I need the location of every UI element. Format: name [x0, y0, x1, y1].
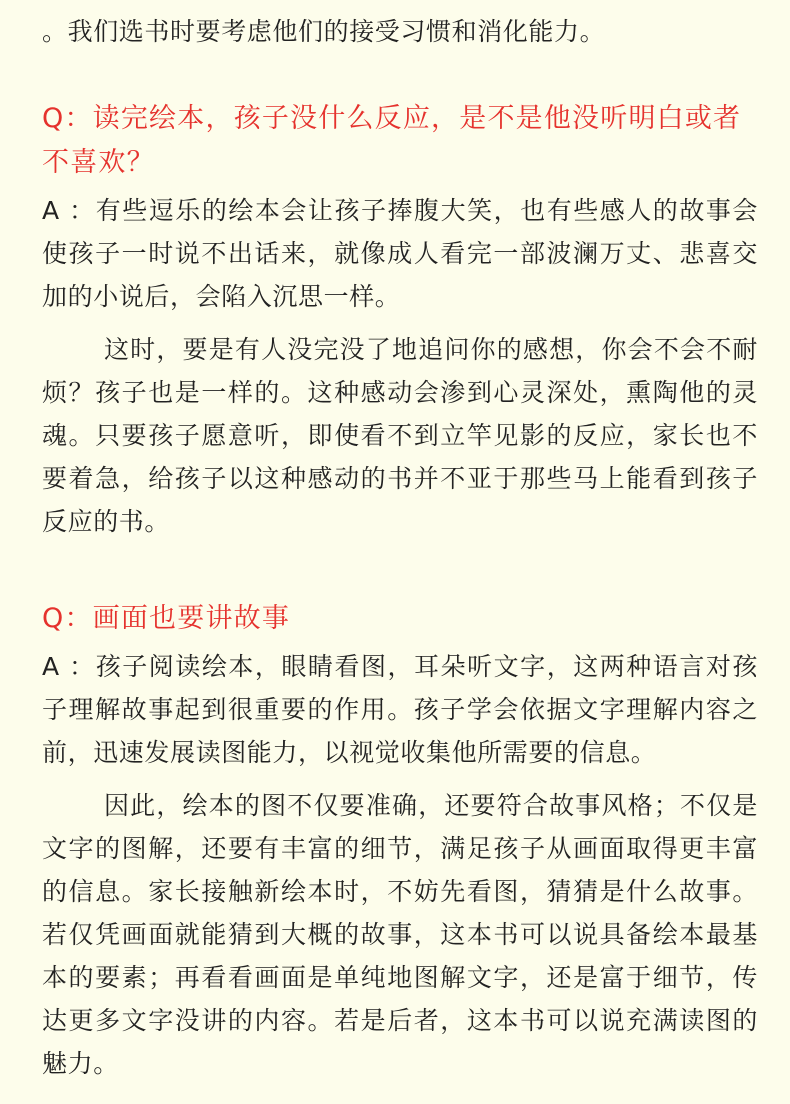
body-paragraph-1: 这时，要是有人没完没了地追问你的感想，你会不会不耐烦？孩子也是一样的。这种感动会渗到心灵深处，熏陶他的灵魂。只要孩子愿意听，即使看不到立竿见影的反应，家长也不要着急，给孩子以这种感动的书并不亚于那些马上能看到孩子反应的书。 — [42, 335, 758, 536]
answer-paragraph-1: A ：有些逗乐的绘本会让孩子捧腹大笑，也有些感人的故事会使孩子一时说不出话来，就像成人看完一部波澜万丈、悲喜交加的小说后，会陷入沉思一样。 — [42, 196, 758, 311]
intro-paragraph-tail: 。我们选书时要考虑他们的接受习惯和消化能力。 — [42, 17, 606, 46]
answer-paragraph-2: A ：孩子阅读绘本，眼睛看图，耳朵听文字，这两种语言对孩子理解故事起到很重要的作用。孩子学会依据文字理解内容之前，迅速发展读图能力，以视觉收集他所需要的信息。 — [42, 652, 758, 767]
question-heading-1: Q：读完绘本，孩子没什么反应，是不是他没听明白或者不喜欢？ — [42, 103, 742, 178]
body-paragraph-2: 因此，绘本的图不仅要准确，还要符合故事风格；不仅是文字的图解，还要有丰富的细节，满足孩子从画面取得更丰富的信息。家长接触新绘本时，不妨先看图，猜猜是什么故事。若仅凭画面就能猜到大概的故事，这本书可以说具备绘本最基本的要素；再看看画面是单纯地图解文字，还是富于细节，传达更多文字没讲的内容。若是后者，这本书可以说充满读图的魅力。 — [42, 791, 758, 1078]
question-heading-2: Q：画面也要讲故事 — [42, 603, 291, 634]
